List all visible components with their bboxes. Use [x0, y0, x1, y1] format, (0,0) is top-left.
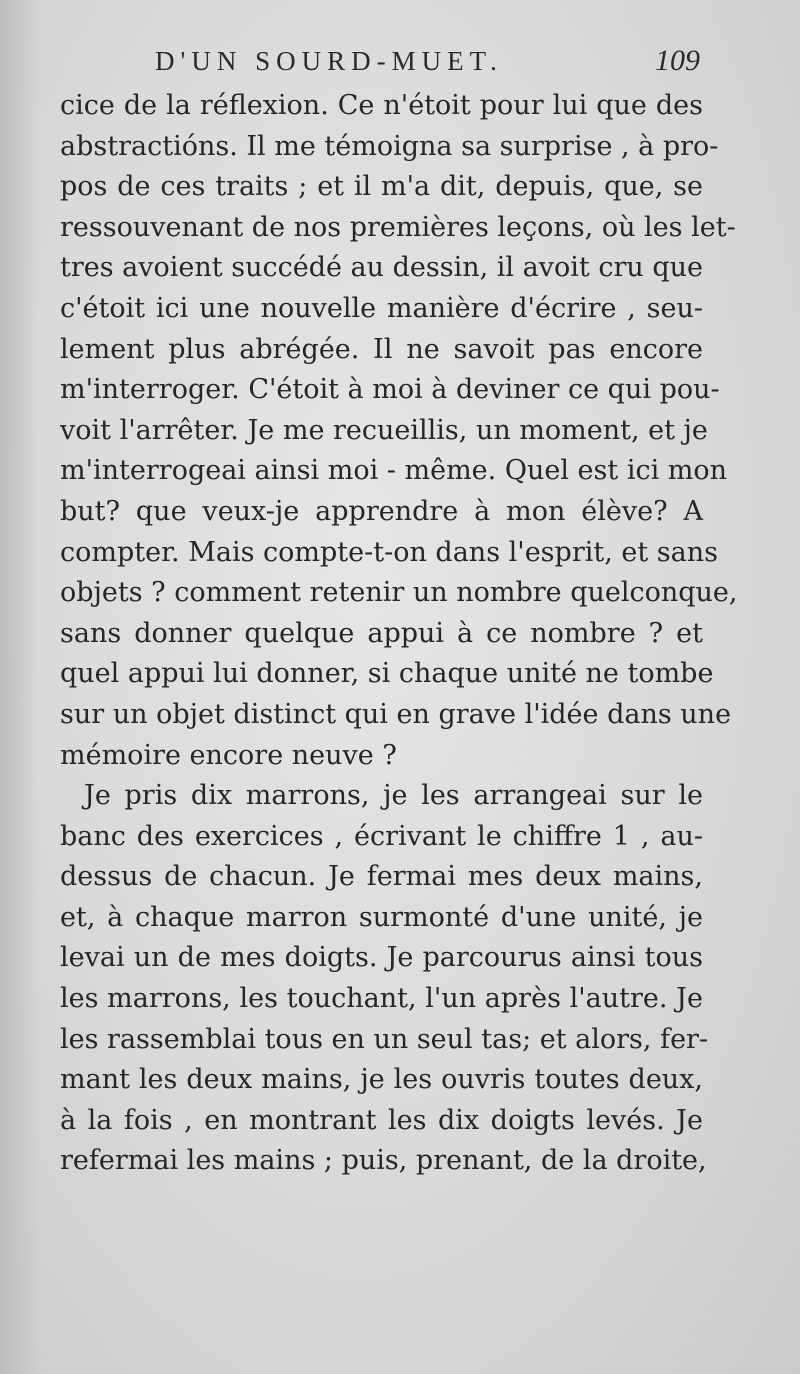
text-line: levai un de mes doigts. Je parcourus ainsi tous — [60, 942, 703, 974]
text-line: et, à chaque marron surmonté d'une unité, je — [60, 901, 703, 933]
text-line: les marrons, les touchant, l'un après l'autre. Je — [60, 983, 703, 1015]
page-edge-shadow — [0, 0, 40, 1374]
text-line: sans donner quelque appui à ce nombre ? et — [60, 617, 703, 649]
text-line: abstractións. Il me témoigna sa surprise , à pro- — [60, 130, 719, 162]
text-line: banc des exercices , écrivant le chiffre 1 , au- — [60, 820, 703, 852]
text-line: quel appui lui donner, si chaque unité ne tombe — [60, 658, 714, 690]
page-number: 109 — [655, 44, 700, 77]
paragraph-end-line: mémoire encore neuve ? — [60, 739, 397, 771]
text-line: but? que veux-je apprendre à mon élève? A — [60, 495, 703, 527]
text-line: cice de la réflexion. Ce n'étoit pour lui que des — [60, 90, 703, 121]
text-line: c'étoit ici une nouvelle manière d'écrire , seu- — [60, 292, 703, 324]
text-line: lement plus abrégée. Il ne savoit pas encore — [60, 333, 703, 365]
text-line: sur un objet distinct qui en grave l'idée dans une — [60, 698, 732, 730]
text-line: m'interroger. C'étoit à moi à deviner ce qui pou- — [60, 374, 720, 406]
text-line: m'interrogeai ainsi moi - même. Quel est ici mon — [60, 455, 728, 487]
text-line: refermai les mains ; puis, prenant, de la droite, — [60, 1145, 707, 1177]
paragraph-start-line: Je pris dix marrons, je les arrangeai sur le — [84, 780, 703, 812]
text-line: tres avoient succédé au dessin, il avoit cru que — [60, 252, 703, 284]
text-line: voit l'arrêter. Je me recueillis, un moment, et je — [60, 414, 708, 446]
running-head-title: D'UN SOURD-MUET. — [155, 46, 503, 76]
body-text — [60, 86, 738, 1182]
text-line: pos de ces traits ; et il m'a dit, depuis, que, se — [60, 171, 703, 203]
text-line: les rassemblai tous en un seul tas; et alors, fer- — [60, 1023, 709, 1055]
text-line: objets ? comment retenir un nombre quelconque, — [60, 577, 738, 609]
text-line: mant les deux mains, je les ouvris toutes deux, — [60, 1064, 703, 1096]
running-head — [60, 46, 710, 80]
text-line: compter. Mais compte-t-on dans l'esprit, et sans — [60, 536, 718, 568]
text-line: à la fois , en montrant les dix doigts levés. Je — [60, 1104, 703, 1136]
text-line: dessus de chacun. Je fermai mes deux mains, — [60, 861, 703, 893]
text-line: ressouvenant de nos premières leçons, où les let- — [60, 211, 736, 243]
